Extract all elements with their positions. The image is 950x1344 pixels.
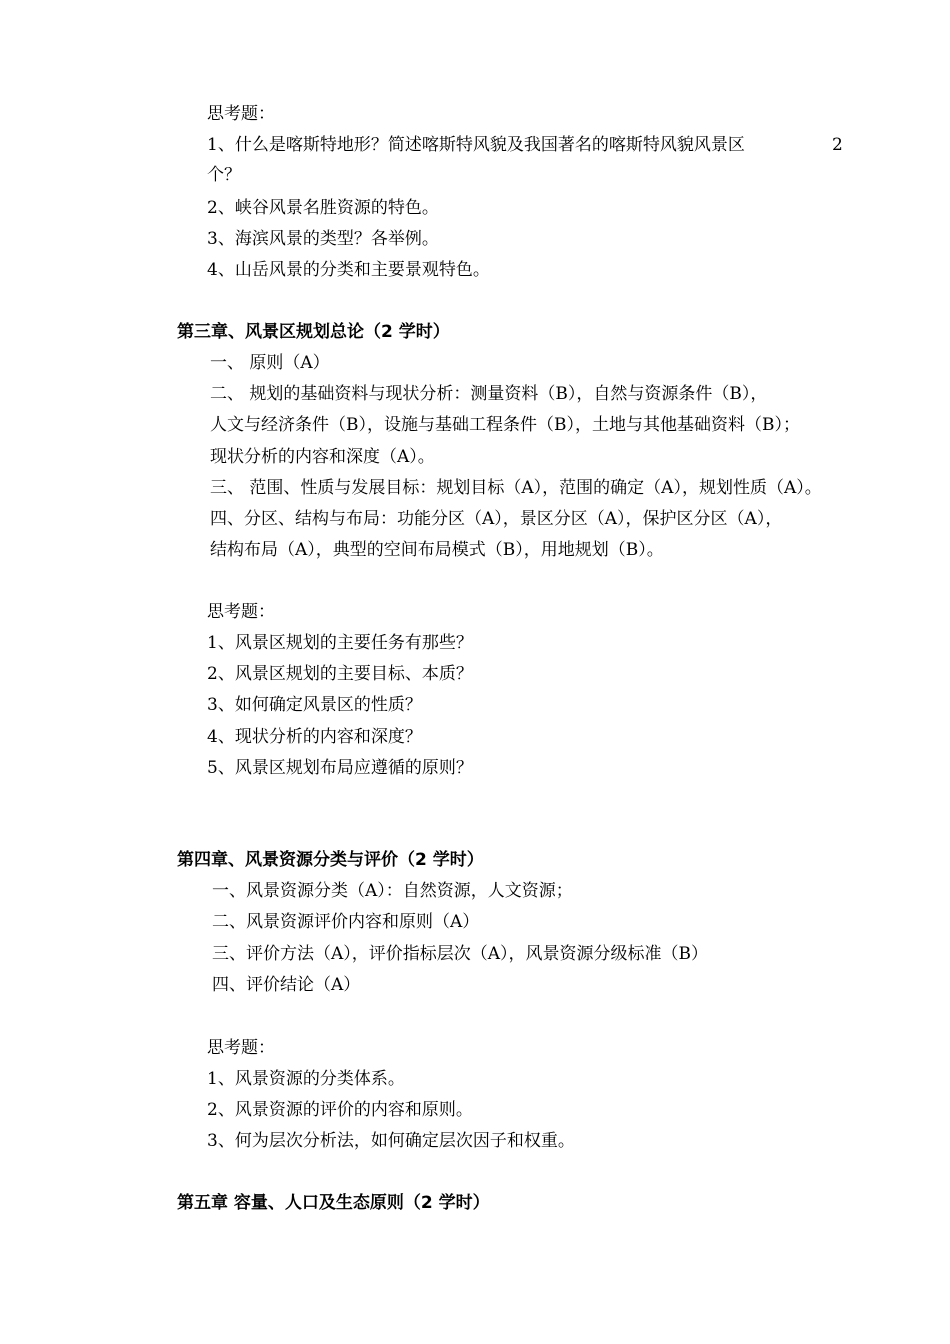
outline-item: 四、评价结论（A）	[212, 975, 361, 995]
question-line: 5、风景区规划布局应遵循的原则？	[207, 758, 473, 778]
question-line: 2、风景资源的评价的内容和原则。	[207, 1100, 473, 1120]
questions-label: 思考题：	[207, 602, 275, 622]
outline-item: 结构布局（A），典型的空间布局模式（B），用地规划（B）。	[210, 540, 664, 560]
question-line: 4、山岳风景的分类和主要景观特色。	[207, 260, 490, 280]
questions-label: 思考题：	[207, 1038, 275, 1058]
chapter-title: 第四章、风景资源分类与评价（2 学时）	[177, 850, 484, 870]
question-line: 4、现状分析的内容和深度？	[207, 727, 422, 747]
chapter-title: 第五章 容量、人口及生态原则（2 学时）	[177, 1193, 490, 1213]
question-line: 2、风景区规划的主要目标、本质？	[207, 664, 473, 684]
question-line: 1、风景资源的分类体系。	[207, 1069, 405, 1089]
outline-item: 现状分析的内容和深度（A）。	[210, 447, 435, 467]
outline-item: 一、 原则（A）	[210, 353, 330, 373]
outline-item: 四、分区、结构与布局：功能分区（A），景区分区（A），保护区分区（A），	[210, 509, 783, 529]
outline-item: 三、 范围、性质与发展目标：规划目标（A），范围的确定（A），规划性质（A）。	[210, 478, 822, 498]
question-line: 3、如何确定风景区的性质？	[207, 695, 422, 715]
outline-item: 人文与经济条件（B），设施与基础工程条件（B），土地与其他基础资料（B）；	[210, 415, 800, 435]
question-line: 1、什么是喀斯特地形？简述喀斯特风貌及我国著名的喀斯特风貌风景区	[207, 135, 745, 155]
question-line: 个？	[207, 165, 241, 185]
question-line: 1、风景区规划的主要任务有那些？	[207, 633, 473, 653]
questions-label: 思考题：	[207, 104, 275, 124]
outline-item: 二、 规划的基础资料与现状分析：测量资料（B），自然与资源条件（B），	[210, 384, 768, 404]
question-line: 3、何为层次分析法，如何确定层次因子和权重。	[207, 1131, 575, 1151]
chapter-title: 第三章、风景区规划总论（2 学时）	[177, 322, 450, 342]
question-number: 2	[832, 135, 843, 155]
outline-item: 三、评价方法（A），评价指标层次（A），风景资源分级标准（B）	[212, 944, 709, 964]
outline-item: 二、风景资源评价内容和原则（A）	[212, 912, 480, 932]
outline-item: 一、风景资源分类（A）：自然资源，人文资源；	[212, 881, 573, 901]
question-line: 3、海滨风景的类型？各举例。	[207, 229, 439, 249]
question-line: 2、峡谷风景名胜资源的特色。	[207, 198, 439, 218]
